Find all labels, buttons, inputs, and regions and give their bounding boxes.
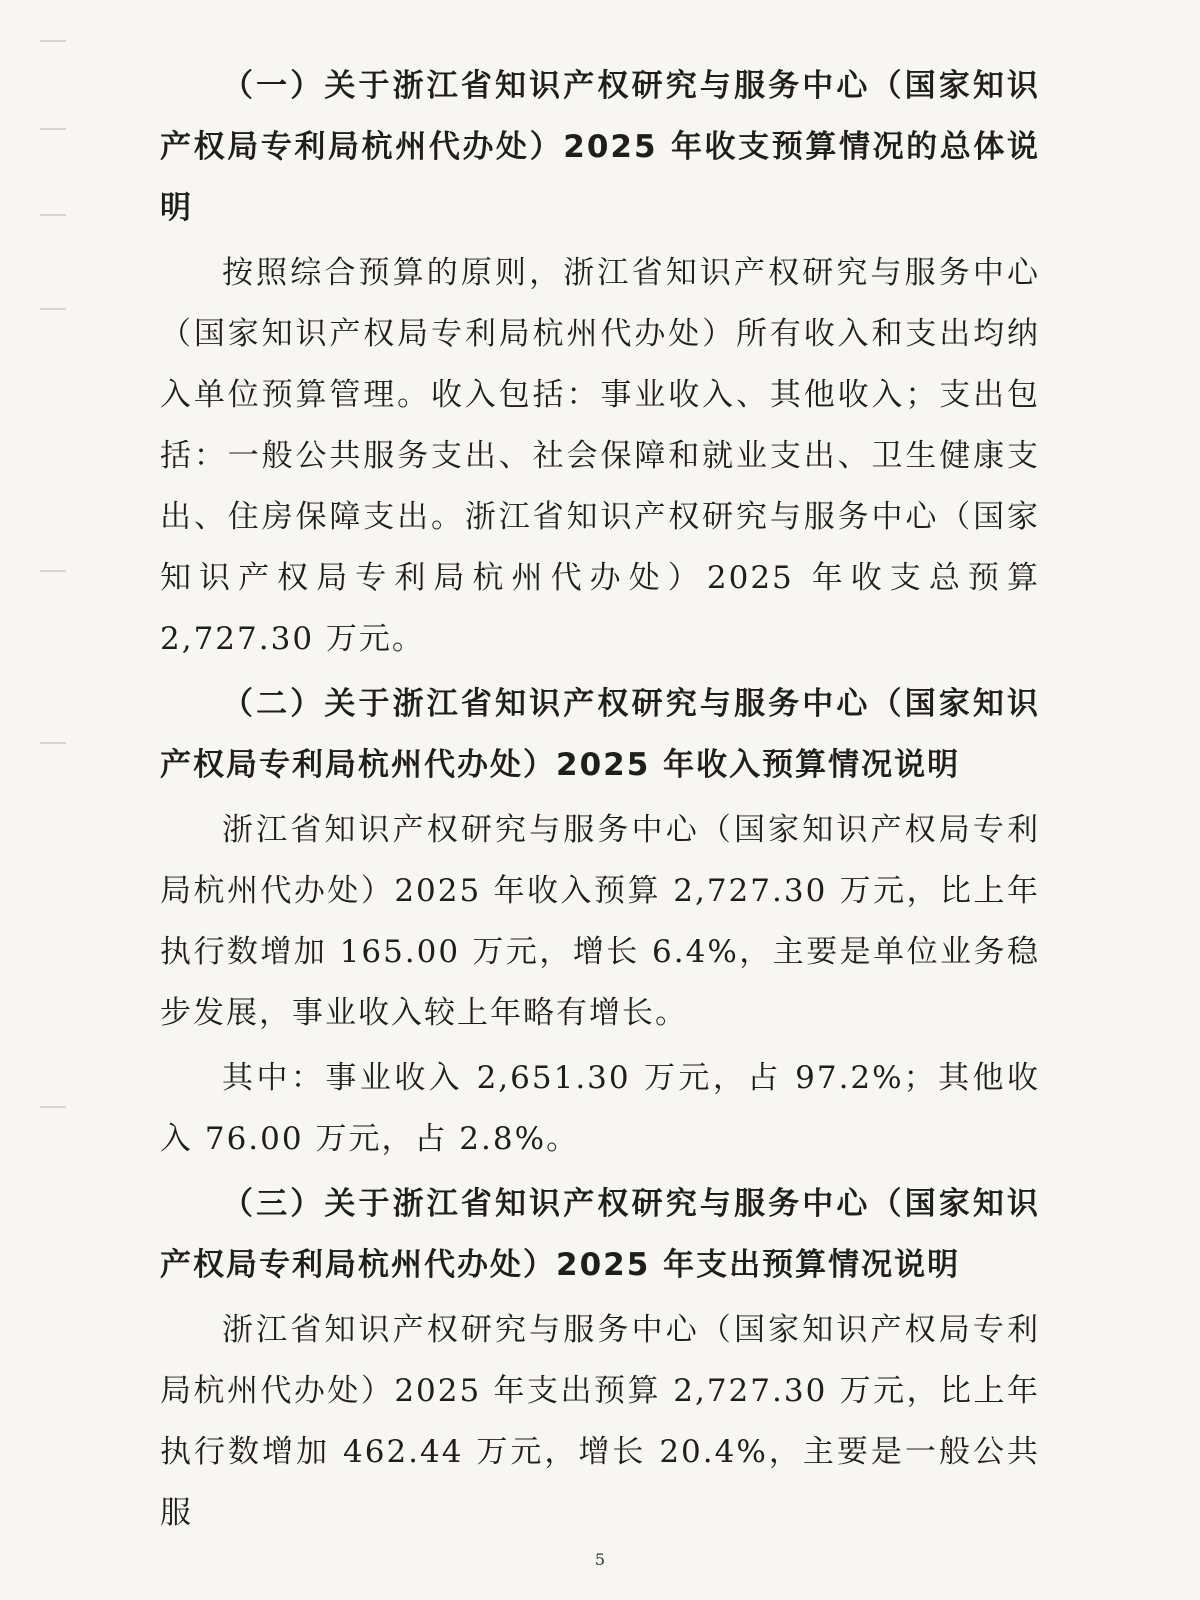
scan-margin-marks: [40, 0, 80, 1600]
section-heading-2: （二）关于浙江省知识产权研究与服务中心（国家知识产权局专利局杭州代办处）2025 年收入预算情况说明: [160, 686, 1040, 783]
document-body: [160, 56, 1040, 1544]
section-2-paragraph-2: 其中：事业收入 2,651.30 万元，占 97.2%；其他收入 76.00 万元，占 2.8%。: [160, 1060, 1040, 1157]
page-number: 5: [594, 1550, 606, 1569]
section-heading-3: （三）关于浙江省知识产权研究与服务中心（国家知识产权局专利局杭州代办处）2025 年支出预算情况说明: [160, 1186, 1040, 1283]
section-1-paragraph-1: 按照综合预算的原则，浙江省知识产权研究与服务中心（国家知识产权局专利局杭州代办处）所有收入和支出均纳入单位预算管理。收入包括：事业收入、其他收入；支出包括：一般公共服务支出、社会保障和就业支出、卫生健康支出、住房保障支出。浙江省知识产权研究与服务中心（国家知识产权局专利局杭州代办处）2025 年收支总预算 2,727.30 万元。: [160, 255, 1040, 657]
section-heading-1: （一）关于浙江省知识产权研究与服务中心（国家知识产权局专利局杭州代办处）2025 年收支预算情况的总体说明: [160, 68, 1040, 226]
section-2-paragraph-1: 浙江省知识产权研究与服务中心（国家知识产权局专利局杭州代办处）2025 年收入预算 2,727.30 万元，比上年执行数增加 165.00 万元，增长 6.4%，主要是单位业务稳步发展，事业收入较上年略有增长。: [160, 812, 1040, 1031]
section-3-paragraph-1: 浙江省知识产权研究与服务中心（国家知识产权局专利局杭州代办处）2025 年支出预算 2,727.30 万元，比上年执行数增加 462.44 万元，增长 20.4%，主要是一般公共服: [160, 1312, 1040, 1531]
